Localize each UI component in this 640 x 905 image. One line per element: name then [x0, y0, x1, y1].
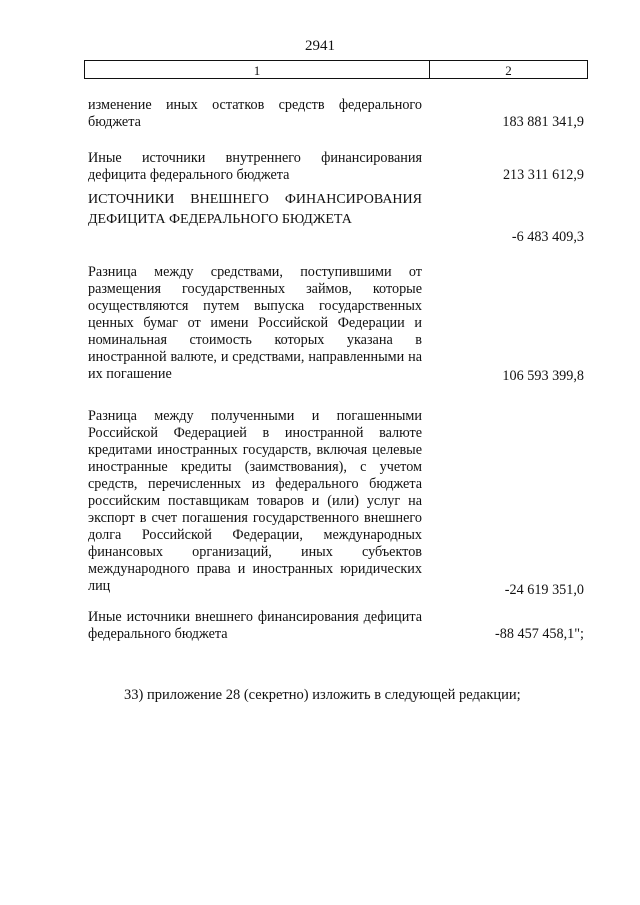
row-description: ИСТОЧНИКИ ВНЕШНЕГО ФИНАНСИРОВАНИЯ ДЕФИЦИТА ФЕДЕРАЛЬНОГО БЮДЖЕТА [88, 192, 422, 227]
row-amount: -6 483 409,3 [511, 229, 584, 245]
row-amount: -88 457 458,1"; [495, 626, 584, 642]
column-header-2: 2 [505, 63, 512, 78]
row-amount: 183 881 341,9 [502, 114, 584, 130]
row-description: Иные источники внутреннего финансирования дефицита федерального бюджета [88, 150, 422, 183]
row-description: Разница между средствами, поступившими от размещения государственных займов, которые осуществляются путем выпуска государственных ценных бумаг от имени Российской Федерации и номинальная стоимость которых указана в иностранной валюте, и средствами, направленными на их погашение [88, 264, 422, 382]
row-description: Иные источники внешнего финансирования дефицита федерального бюджета [88, 609, 422, 642]
row-description: Разница между полученными и погашенными Российской Федерацией в иностранной валюте кредитами иностранных государств, включая целевые иностранные кредиты (заимствования), с учетом средств, перечисленных из федерального бюджета российским поставщикам товаров и (или) услуг на экспорт в счет погашения государственного внешнего долга Российской Федерации, международных финансовых организаций, иных субъектов международного права и иностранных юридических лиц [88, 408, 422, 594]
row-description: изменение иных остатков средств федерального бюджета [88, 97, 422, 130]
appendix-instruction: 33) приложение 28 (секретно) изложить в следующей редакции; [124, 687, 521, 703]
page-number: 2941 [305, 38, 335, 54]
column-header-1: 1 [85, 61, 430, 78]
row-amount: -24 619 351,0 [504, 582, 584, 598]
row-amount: 213 311 612,9 [502, 167, 584, 183]
table-header [84, 60, 588, 79]
row-amount: 106 593 399,8 [502, 368, 584, 384]
